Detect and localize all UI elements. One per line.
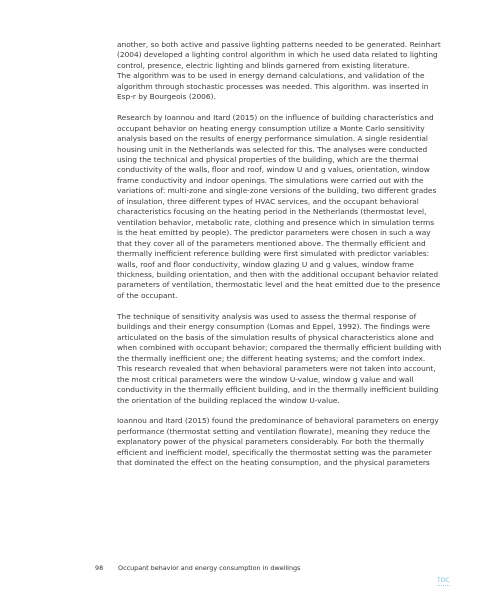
text-line: Research by Ioannou and Itard (2015) on the influence of building characteristics and bbox=[117, 113, 434, 123]
text-line: another, so both active and passive lighting patterns needed to be generated. Reinhart bbox=[117, 40, 441, 49]
paragraph-2 bbox=[117, 113, 447, 301]
text-line: frame conductivity and indoor openings. The simulations were carried out with the bbox=[117, 175, 424, 185]
paragraph-1 bbox=[117, 40, 447, 103]
page-number: 98 bbox=[95, 564, 104, 572]
text-line: The technique of sensitivity analysis was used to assess the thermal response of bbox=[117, 311, 417, 321]
text-line: performance (thermostat setting and ventilation flowrate), meaning they reduce the bbox=[117, 426, 431, 436]
text-line: ventilation behavior, metabolic rate, clothing and presence which in simulation terms bbox=[117, 217, 435, 227]
text-line: that they cover all of the parameters mentioned above. The thermally efficient and bbox=[117, 238, 426, 248]
text-line: the most critical parameters were the window U-value, window g value and wall bbox=[117, 374, 414, 384]
text-line: walls, roof and floor conductivity, window glazing U and g values, window frame bbox=[117, 259, 414, 269]
text-line: efficient and inefficient model, specifically the thermostat setting was the parameter bbox=[117, 447, 432, 457]
text-line: analysis based on the results of energy performance simulation. A single residential bbox=[117, 134, 428, 144]
toc-link[interactable]: TOC bbox=[437, 577, 450, 584]
text-line: thermally inefficient reference building were first simulated with predictor variables: bbox=[117, 249, 430, 259]
text-line: Esp-r by Bourgeois (2006). bbox=[117, 92, 216, 102]
page-footer bbox=[95, 564, 300, 572]
text-line: that dominated the effect on the heating consumption, and the physical parameters bbox=[117, 458, 430, 468]
text-line: Ioannou and Itard (2015) found the predominance of behavioral parameters on energy bbox=[117, 416, 439, 426]
text-line: housing unit in the Netherlands was selected for this. The analyses were conducted bbox=[117, 144, 428, 154]
paragraph-4 bbox=[117, 416, 447, 468]
running-title: Occupant behavior and energy consumption in dwellings bbox=[118, 564, 301, 572]
text-line: the orientation of the building replaced the window U-value. bbox=[117, 395, 340, 405]
paragraph-3 bbox=[117, 312, 447, 406]
text-line: when combined with occupant behavior; compared the thermally efficient building with bbox=[117, 343, 442, 353]
text-line: buildings and their energy consumption (Lomas and Eppel, 1992). The findings were bbox=[117, 322, 431, 332]
text-line: conductivity of the walls, floor and roof, window U and g values, orientation, window bbox=[117, 165, 430, 175]
body-text bbox=[117, 40, 447, 479]
text-line: occupant behavior on heating energy consumption utilize a Monte Carlo sensitivity bbox=[117, 123, 425, 133]
text-line: characteristics focusing on the heating period in the Netherlands (thermostat level, bbox=[117, 207, 427, 217]
text-line: of the occupant. bbox=[117, 290, 178, 300]
text-line: articulated on the basis of the simulation results of physical characteristics alone and bbox=[117, 332, 434, 342]
text-line: control, presence, electric lighting and blinds garnered from existing literature. bbox=[117, 60, 410, 70]
text-line: of insulation, three different types of HVAC services, and the occupant behavioral bbox=[117, 196, 419, 206]
text-line: explanatory power of the physical parameters considerably. For both the thermally bbox=[117, 437, 424, 447]
text-line: is the heat emitted by people). The predictor parameters were chosen in such a way bbox=[117, 228, 431, 238]
text-line: conductivity in the thermally efficient building, and in the thermally inefficient building bbox=[117, 385, 439, 395]
text-line: algorithm through stochastic processes was needed. This algorithm. was inserted in bbox=[117, 81, 429, 91]
text-line: (2004) developed a lighting control algorithm in which he used data related to lighting bbox=[117, 50, 438, 60]
text-line: the thermally inefficient one; the different heating systems; and the comfort index. bbox=[117, 353, 426, 363]
text-line: The algorithm was to be used in energy demand calculations, and validation of the bbox=[117, 71, 425, 81]
text-line: thickness, building orientation, and then with the additional occupant behavior related bbox=[117, 270, 439, 280]
text-line: parameters of ventilation, thermostatic level and the heat emitted due to the presence bbox=[117, 280, 441, 290]
text-line: variations of: multi-zone and single-zone versions of the building, two different grades bbox=[117, 186, 437, 196]
text-line: using the technical and physical properties of the building, which are the thermal bbox=[117, 155, 419, 165]
text-line: This research revealed that when behavioral parameters were not taken into account, bbox=[117, 364, 436, 374]
